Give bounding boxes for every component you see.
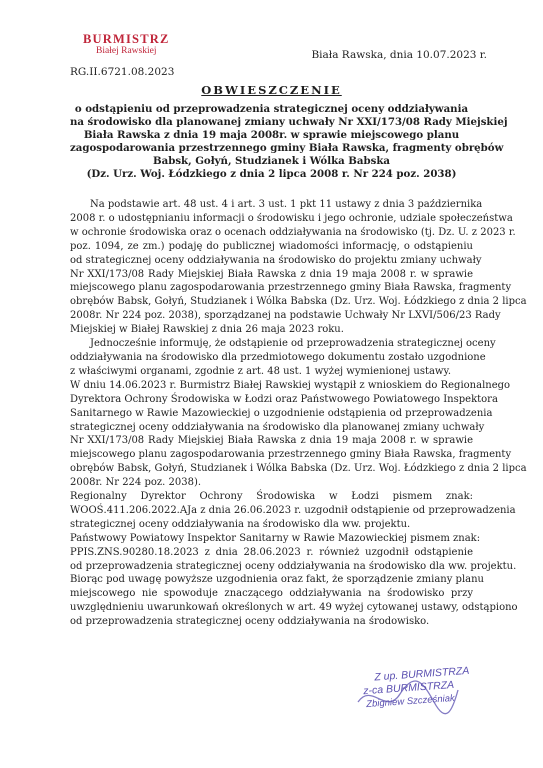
body-line: 2008r. Nr 224 poz. 2038), sporządzanej na podstawie Uchwały Nr LXVI/506/23 Rady xyxy=(70,310,501,322)
body-line: Dyrektora Ochrony Środowiska w Łodzi oraz Państwowego Powiatowego Inspektora xyxy=(70,393,498,405)
body-line: miejscowego nie spowoduje znaczącego oddziaływania na środowisko przy xyxy=(70,588,473,600)
body-line: od przeprowadzenia strategicznej oceny oddziaływania na środowisko dla ww. projektu. xyxy=(70,560,517,572)
signature-block xyxy=(352,665,472,712)
place-and-date: Biała Rawska, dnia 10.07.2023 r. xyxy=(311,49,487,61)
body-line: Nr XXI/173/08 Rady Miejskiej Biała Rawska z dnia 19 maja 2008 r. w sprawie xyxy=(70,268,473,280)
body-line: Regionalny Dyrektor Ochrony Środowiska w Łodzi pismem znak: xyxy=(70,491,473,503)
body-line: strategicznej oceny oddziaływania na środowisko dla ww. projektu. xyxy=(70,518,411,530)
subject-line: Babsk, Gołyń, Studzianek i Wólka Babska xyxy=(152,155,391,167)
body-line: w ochronie środowiska oraz o ocenach oddziaływania na środowisko (tj. Dz. U. z 2023 r. xyxy=(70,226,516,238)
body-line: miejscowego planu zagospodarowania przestrzennego gminy Biała Rawska, fragmenty xyxy=(70,282,512,294)
issuer-stamp xyxy=(83,33,170,57)
body-line: Biorąc pod uwagę powyższe uzgodnienia oraz fakt, że sporządzenie zmiany planu xyxy=(70,574,484,586)
body-line: 2008 r. o udostępnianiu informacji o środowisku i jego ochronie, udziale społeczeństwa xyxy=(70,212,513,224)
body-line: Sanitarnego w Rawie Mazowieckiej o uzgodnienie odstąpienia od przeprowadzenia xyxy=(70,407,493,419)
body-line: Na podstawie art. 48 ust. 4 i art. 3 ust. 1 pkt 11 ustawy z dnia 3 października xyxy=(90,199,483,210)
body-line: od przeprowadzenia strategicznej oceny oddziaływania na środowisko. xyxy=(70,616,430,628)
subject-line: (Dz. Urz. Woj. Łódzkiego z dnia 2 lipca 2008 r. Nr 224 poz. 2038) xyxy=(86,168,457,180)
subject-block xyxy=(70,103,508,181)
stamp-subtitle: Białej Rawskiej xyxy=(96,46,157,56)
subject-line: na środowisko dla planowanej zmiany uchwały Nr XXI/173/08 Rady Miejskiej xyxy=(70,116,508,128)
body-line: poz. 1094, ze zm.) podaję do publicznej wiadomości informację, o odstąpieniu xyxy=(70,240,473,252)
body-line: WOOŚ.411.206.2022.AJa z dnia 26.06.2023 r. uzgodnił odstąpienie od przeprowadzenia xyxy=(70,504,516,516)
signature-line-on-behalf: Z up. BURMISTRZA xyxy=(373,664,470,684)
subject-line: Biała Rawska z dnia 19 maja 2008r. w sprawie miejscowego planu xyxy=(83,129,460,141)
body-line: Miejskiej w Białej Rawskiej z dnia 26 maja 2023 roku. xyxy=(70,324,344,336)
body-line: 2008r. Nr 224 poz. 2038). xyxy=(70,477,202,489)
body-text xyxy=(70,198,527,629)
body-line: Nr XXI/173/08 Rady Miejskiej Biała Rawska z dnia 19 maja 2008 r. w sprawie xyxy=(70,435,473,447)
reference-number: RG.II.6721.08.2023 xyxy=(70,66,175,78)
body-line: PPIS.ZNS.90280.18.2023 z dnia 28.06.2023 r. również uzgodnił odstąpienie xyxy=(70,546,473,558)
body-line: od strategicznej oceny oddziaływania na środowisko do projektu zmiany uchwały xyxy=(70,254,482,266)
document-heading: OBWIESZCZENIE xyxy=(201,83,342,97)
body-line: Państwowy Powiatowy Inspektor Sanitarny w Rawie Mazowieckiej pismem znak: xyxy=(70,532,481,544)
stamp-title: BURMISTRZ xyxy=(83,32,170,46)
body-line: Jednocześnie informuję, że odstąpienie od przeprowadzenia strategicznej oceny xyxy=(90,338,496,350)
body-line: z właściwymi organami, zgodnie z art. 48 ust. 1 wyżej wymienionej ustawy. xyxy=(70,365,451,377)
signature-line-deputy: z-ca BURMISTRZA xyxy=(362,678,455,698)
body-line: obrębów Babsk, Gołyń, Studzianek i Wólka Babska (Dz. Urz. Woj. Łódzkiego z dnia 2 lipca xyxy=(70,463,527,475)
body-line: obrębów Babsk, Gołyń, Studzianek i Wólka Babska (Dz. Urz. Woj. Łódzkiego z dnia 2 lipca xyxy=(70,296,527,308)
signature-name: Zbigniew Szcześniak xyxy=(365,692,456,711)
body-line: strategicznej oceny oddziaływania na środowisko dla planowanej zmiany uchwały xyxy=(70,421,485,433)
body-line: uwzględnieniu uwarunkowań określonych w art. 49 wyżej cytowanej ustawy, odstąpiono xyxy=(70,602,518,614)
body-line: miejscowego planu zagospodarowania przestrzennego gminy Biała Rawska, fragmenty xyxy=(70,449,512,461)
body-line: oddziaływania na środowisko dla przedmiotowego dokumentu zostało uzgodnione xyxy=(70,351,486,363)
body-line: W dniu 14.06.2023 r. Burmistrz Białej Rawskiej wystąpił z wnioskiem do Regionalnego xyxy=(70,379,511,391)
subject-line: zagospodarowania przestrzennego gminy Biała Rawska, fragmenty obrębów xyxy=(70,142,504,154)
subject-line: o odstąpieniu od przeprowadzenia strategicznej oceny oddziaływania xyxy=(74,103,469,115)
